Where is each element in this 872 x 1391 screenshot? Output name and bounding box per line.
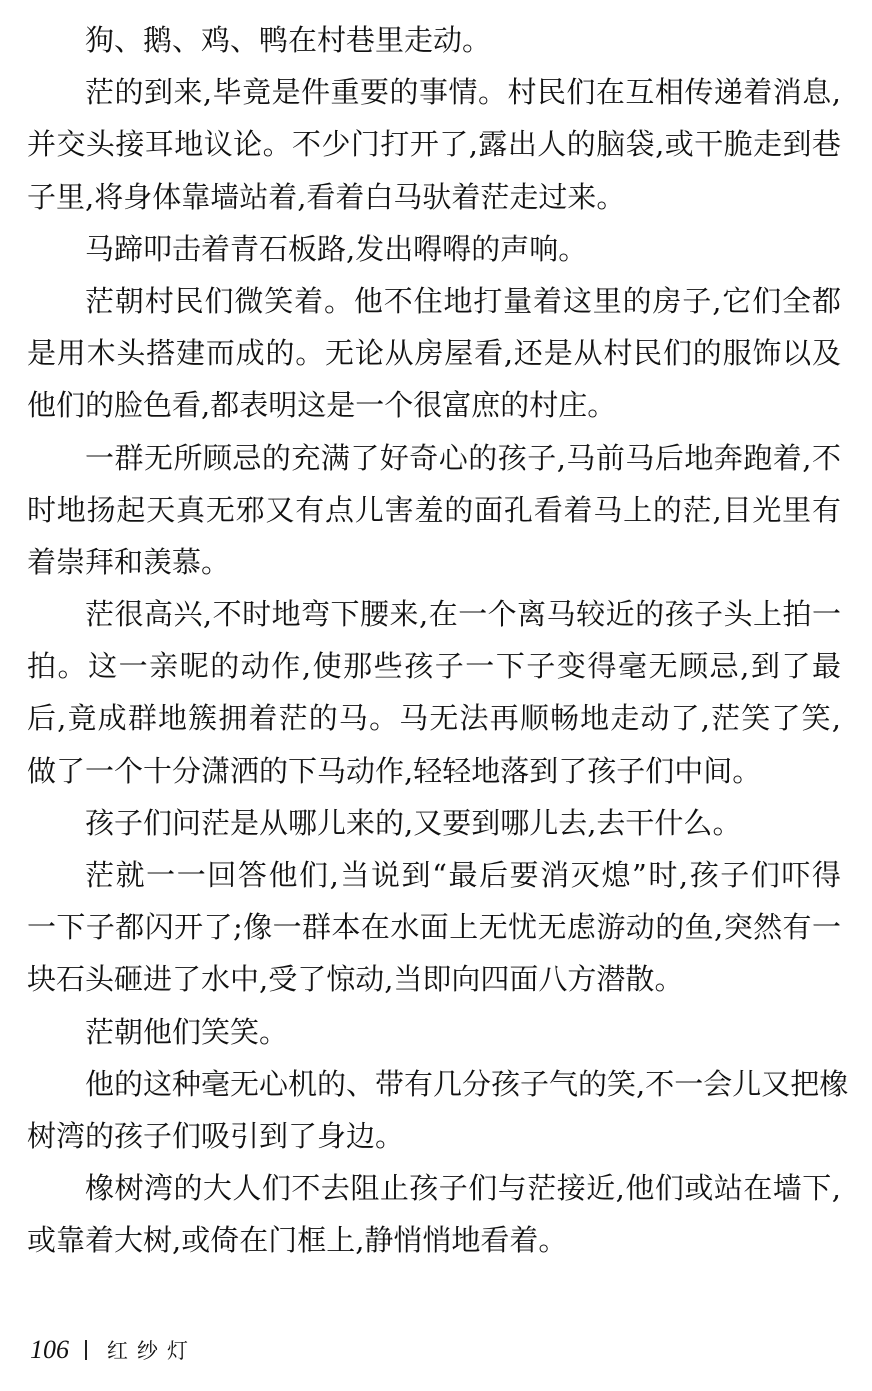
text-line: 或靠着大树,或倚在门框上,静悄悄地看着。 <box>27 1223 568 1258</box>
paragraph <box>27 1058 849 1162</box>
paragraph <box>27 432 841 589</box>
text-line: 一群无所顾忌的充满了好奇心的孩子,马前马后地奔跑着,不 <box>85 440 841 475</box>
text-line: 并交头接耳地议论。不少门打开了,露出人的脑袋,或干脆走到巷 <box>27 127 841 162</box>
paragraph <box>27 849 841 1006</box>
paragraph <box>27 1006 841 1058</box>
text-line: 马蹄叩击着青石板路,发出嘚嘚的声响。 <box>85 231 588 266</box>
text-line: 着崇拜和羡慕。 <box>27 544 231 579</box>
text-line: 拍。这一亲昵的动作,使那些孩子一下子变得毫无顾忌,到了最 <box>27 649 841 684</box>
text-line: 茫朝他们笑笑。 <box>85 1014 289 1049</box>
paragraph <box>27 588 841 797</box>
body-text <box>27 14 849 1267</box>
text-line: 茫朝村民们微笑着。他不住地打量着这里的房子,它们全都 <box>85 283 841 318</box>
paragraph <box>27 14 841 66</box>
page-footer <box>30 1330 197 1370</box>
paragraph <box>27 275 841 432</box>
text-line: 一下子都闪开了;像一群本在水面上无忧无虑游动的鱼,突然有一 <box>27 910 841 945</box>
text-line: 他们的脸色看,都表明这是一个很富庶的村庄。 <box>27 388 617 423</box>
paragraph <box>27 797 841 849</box>
paragraph <box>27 66 841 223</box>
page-number: 106 <box>30 1335 69 1364</box>
text-line: 块石头砸进了水中,受了惊动,当即向四面八方潜散。 <box>27 962 684 997</box>
text-line: 他的这种毫无心机的、带有几分孩子气的笑,不一会儿又把橡 <box>85 1066 849 1101</box>
text-line: 树湾的孩子们吸引到了身边。 <box>27 1118 405 1153</box>
text-line: 做了一个十分潇洒的下马动作,轻轻地落到了孩子们中间。 <box>27 753 762 788</box>
text-line: 时地扬起天真无邪又有点儿害羞的面孔看着马上的茫,目光里有 <box>27 492 841 527</box>
text-line: 孩子们问茫是从哪儿来的,又要到哪儿去,去干什么。 <box>85 805 742 840</box>
paragraph <box>27 223 841 275</box>
text-line: 茫很高兴,不时地弯下腰来,在一个离马较近的孩子头上拍一 <box>85 597 841 632</box>
text-line: 后,竟成群地簇拥着茫的马。马无法再顺畅地走动了,茫笑了笑, <box>27 701 841 736</box>
footer-separator <box>85 1340 87 1360</box>
paragraph <box>27 1162 841 1266</box>
text-line: 茫就一一回答他们,当说到“最后要消灭熄”时,孩子们吓得 <box>85 858 841 892</box>
text-line: 橡树湾的大人们不去阻止孩子们与茫接近,他们或站在墙下, <box>85 1171 841 1206</box>
text-line: 狗、鹅、鸡、鸭在村巷里走动。 <box>85 23 492 57</box>
text-line: 是用木头搭建而成的。无论从房屋看,还是从村民们的服饰以及 <box>27 336 841 371</box>
book-title: 红纱灯 <box>107 1339 197 1363</box>
text-line: 子里,将身体靠墙站着,看着白马驮着茫走过来。 <box>27 179 626 214</box>
text-line: 茫的到来,毕竟是件重要的事情。村民们在互相传递着消息, <box>85 75 841 110</box>
